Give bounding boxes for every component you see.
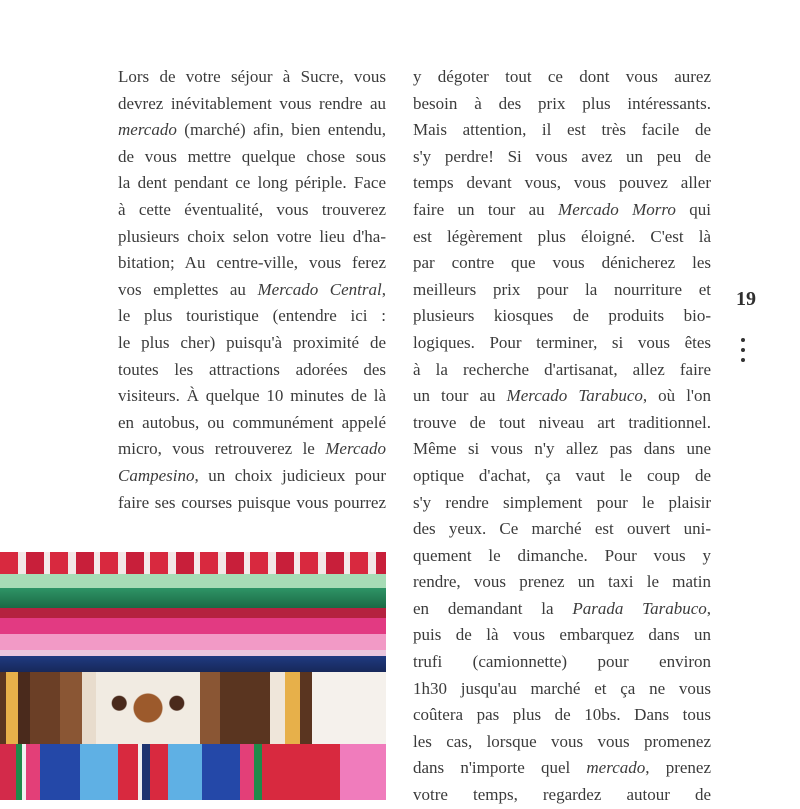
text-line: à cette éventualité, vous trouverez — [118, 199, 386, 219]
text-line: quement le dimanche. Pour vous y — [413, 545, 711, 565]
emphasized-term: Mercado Central — [257, 279, 382, 299]
photo-band — [0, 634, 386, 650]
text-line: plusieurs kiosques de produits bio- — [413, 306, 711, 326]
photo-band — [0, 656, 386, 672]
text-line: Lors de votre séjour à Sucre, vous — [118, 67, 386, 86]
text-line: votre temps, regardez autour de — [413, 785, 711, 805]
text-line: besoin à des prix plus intéressants. — [413, 93, 711, 113]
emphasized-term: Mercado Morro — [558, 199, 676, 219]
photo-motif — [100, 684, 196, 732]
text-line: à la recherche d'artisanat, allez faire — [413, 359, 711, 379]
text-line: mercado (marché) afin, bien entendu, — [118, 120, 386, 140]
text-line: optique d'achat, ça vaut le coup de — [413, 465, 711, 485]
photo-band — [0, 618, 386, 634]
page-number: 19 — [736, 288, 756, 310]
text-line: en autobus, ou communément appelé — [118, 412, 386, 432]
text-line: en demandant la Parada Tarabuco, — [413, 598, 711, 618]
text-line: rendre, vous prenez un taxi le matin — [413, 572, 711, 592]
text-line: y dégoter tout ce dont vous aurez — [413, 67, 711, 86]
text-line: meilleurs prix pour la nourriture et — [413, 279, 711, 299]
text-line: temps devant vous, vous pouvez aller — [413, 173, 711, 193]
text-line: 1h30 jusqu'au marché et ça ne vous — [413, 678, 711, 698]
text-line: Campesino, un choix judicieux pour — [118, 465, 386, 485]
text-line: trufi (camionnette) pour environ — [413, 652, 711, 672]
text-line: micro, vous retrouverez le Mercado — [118, 439, 386, 459]
text-line: Mais attention, il est très facile de — [413, 120, 711, 140]
emphasized-term: Mercado Tarabuco — [506, 386, 643, 406]
text-line: faire un tour au Mercado Morro qui — [413, 199, 711, 219]
text-line: un tour au Mercado Tarabuco, où l'on — [413, 386, 711, 406]
text-line: dans n'importe quel mercado, prenez — [413, 758, 711, 778]
text-line: visiteurs. À quelque 10 minutes de là — [118, 386, 386, 406]
emphasized-term: mercado — [118, 120, 177, 140]
text-line: par contre que vous dénicherez les — [413, 253, 711, 273]
text-line: les cas, lorsque vous vous promenez — [413, 731, 711, 751]
photo-band — [0, 588, 386, 608]
text-line: devrez inévitablement vous rendre au — [118, 93, 386, 113]
text-line: Même si vous n'y allez pas dans une — [413, 439, 711, 459]
text-line: est légèrement plus éloigné. C'est là — [413, 226, 711, 246]
emphasized-term: mercado — [586, 758, 646, 778]
text-line: trouve de tout niveau art traditionnel. — [413, 412, 711, 432]
text-line: le plus cher) puisqu'à proximité de — [118, 332, 386, 352]
textile-photo — [0, 552, 386, 800]
article-column-right — [413, 64, 711, 809]
text-line: puis de là vous embarquez dans un — [413, 625, 711, 645]
photo-band — [0, 552, 386, 574]
emphasized-term: Mercado — [325, 439, 386, 459]
text-line: la dent pendant ce long périple. Face — [118, 173, 386, 193]
text-line: s'y perdre! Si vous avez un peu de — [413, 146, 711, 166]
text-line: bitation; Au centre-ville, vous ferez — [118, 253, 386, 273]
text-line: plusieurs choix selon votre lieu d'ha- — [118, 226, 386, 246]
text-line: le plus touristique (entendre ici : — [118, 306, 386, 326]
emphasized-term: Parada Tarabuco — [572, 598, 707, 618]
text-line: coûtera pas plus de 10bs. Dans tous — [413, 705, 711, 725]
text-line: s'y rendre simplement pour le plaisir — [413, 492, 711, 512]
text-line: vos emplettes au Mercado Central, — [118, 279, 386, 299]
photo-band — [0, 608, 386, 618]
text-line: toutes les attractions adorées des — [118, 359, 386, 379]
text-line: logiques. Pour terminer, si vous êtes — [413, 332, 711, 352]
text-line: de vous mettre quelque chose sous — [118, 146, 386, 166]
emphasized-term: Campesino — [118, 465, 195, 485]
photo-band — [0, 744, 386, 800]
vertical-ellipsis-icon[interactable] — [741, 338, 747, 368]
photo-band — [0, 574, 386, 588]
text-line: des yeux. Ce marché est ouvert uni- — [413, 519, 711, 539]
article-column-left — [118, 64, 386, 516]
text-line: faire ses courses puisque vous pourrez — [118, 492, 386, 512]
